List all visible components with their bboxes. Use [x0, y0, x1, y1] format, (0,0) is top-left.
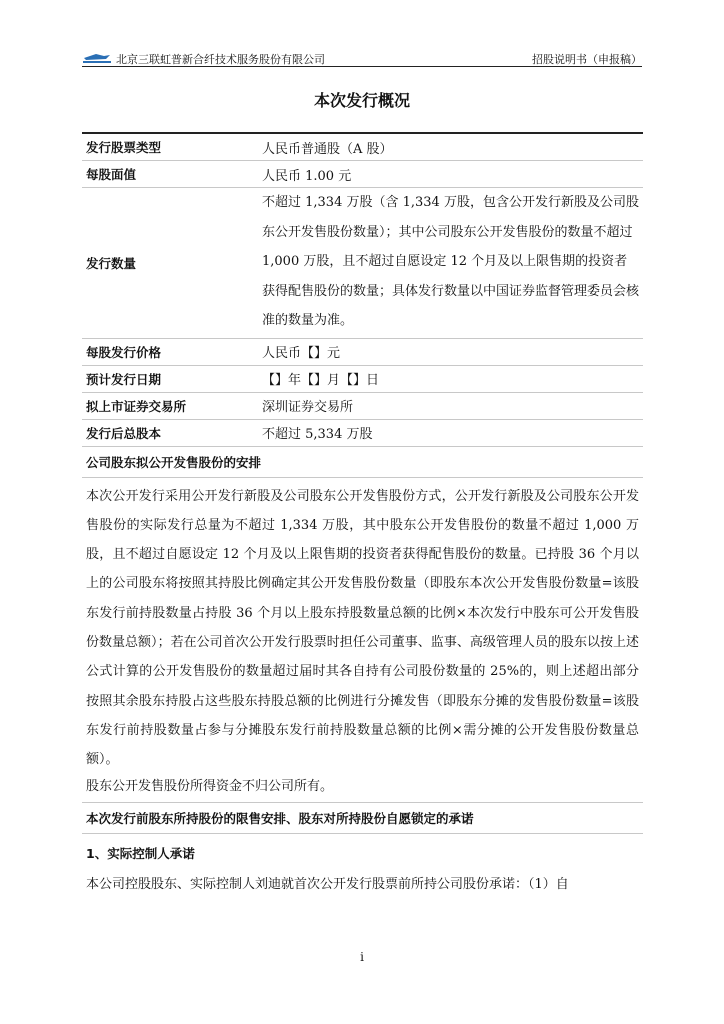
share-sale-paragraph-2: 股东公开发售股份所得资金不归公司所有。: [82, 774, 643, 803]
table-row-value: 【】年【】月【】日: [262, 373, 380, 388]
table-row-label: 拟上市证券交易所: [86, 398, 187, 414]
table-row-label: 每股发行价格: [86, 344, 162, 360]
table-row-value: 人民币普通股（A 股）: [262, 141, 393, 157]
table-row-value: 深圳证券交易所: [262, 400, 354, 415]
table-row: [82, 188, 643, 339]
table-row-label: 每股面值: [86, 167, 137, 182]
page-title: 本次发行概况: [313, 91, 410, 110]
table-row-label: 预计发行日期: [86, 371, 162, 387]
table-row-label: 发行股票类型: [86, 140, 162, 155]
controller-commitment-paragraph: 本公司控股股东、实际控制人刘迪就首次公开发行股票前所持公司股份承诺：（1）自: [86, 877, 569, 893]
document-body: [82, 132, 643, 898]
table-row: [82, 338, 643, 365]
table-row: [82, 133, 643, 161]
company-logo-icon: [82, 51, 112, 64]
section-heading-lockup: 本次发行前股东所持股份的限售安排、股东对所持股份自愿锁定的承诺: [82, 803, 643, 834]
table-row-value: 人民币 1.00 元: [262, 168, 352, 184]
table-row: [82, 365, 643, 392]
table-row: [82, 419, 643, 446]
page-number: i: [360, 950, 364, 964]
table-row-value: 人民币【】元: [262, 346, 341, 361]
subsection-heading-controller: 1、实际控制人承诺: [86, 846, 195, 862]
table-row-label: 发行数量: [86, 255, 137, 271]
page-header: [82, 50, 642, 67]
table-row-value: 不超过 5,334 万股: [262, 427, 373, 442]
share-sale-paragraph: 本次公开发行采用公开发行新股及公司股东公开发售股份方式，公开发行新股及公司股东公开发售股份的实际发行总量为不超过 1,334 万股，其中股东公开发售股份的数量不超过 1,000 万股，且不超过自愿设定 12 个月及以上限售期的投资者获得配售股份的数量。已持股 36 个月以上的公司股东将按照其持股比例确定其公开发售股份数量（即股东本次公开发售股份数量=该股东发行前持股数量占持股 36 个月以上股东持股数量总额的比例×本次发行中股东可公开发售股份数量总额）；若在公司首次公开发行股票时担任公司董事、监事、高级管理人员的股东以按上述公式计算的公开发售股份的数量超过届时其各自持有公司股份数量的 25%的，则上述超出部分按照其余股东持股占这些股东持股总额的比例进行分摊发售（即股东分摊的发售股份数量=该股东发行前持股数量占参与分摊股东发行前持股数量总额的比例×需分摊的公开发售股份数量总额）。: [86, 488, 639, 768]
table-row-value: 不超过 1,334 万股（含 1,334 万股，包含公开发行新股及公司股东公开发售股份数量）；其中公司股东公开发售股份的数量不超过 1,000 万股，且不超过自愿设定 12 个月及以上限售期的投资者获得配售股份的数量；具体发行数量以中国证券监督管理委员会核准的数量为准。: [262, 195, 640, 328]
table-row: [82, 161, 643, 188]
offering-summary-table: [82, 132, 643, 447]
header-document-type: 招股说明书（申报稿）: [532, 53, 642, 66]
header-company-name: 北京三联虹普新合纤技术服务股份有限公司: [116, 53, 325, 66]
table-row: [82, 392, 643, 419]
table-row-label: 发行后总股本: [86, 425, 162, 441]
section-heading-share-sale: 公司股东拟公开发售股份的安排: [82, 447, 643, 478]
